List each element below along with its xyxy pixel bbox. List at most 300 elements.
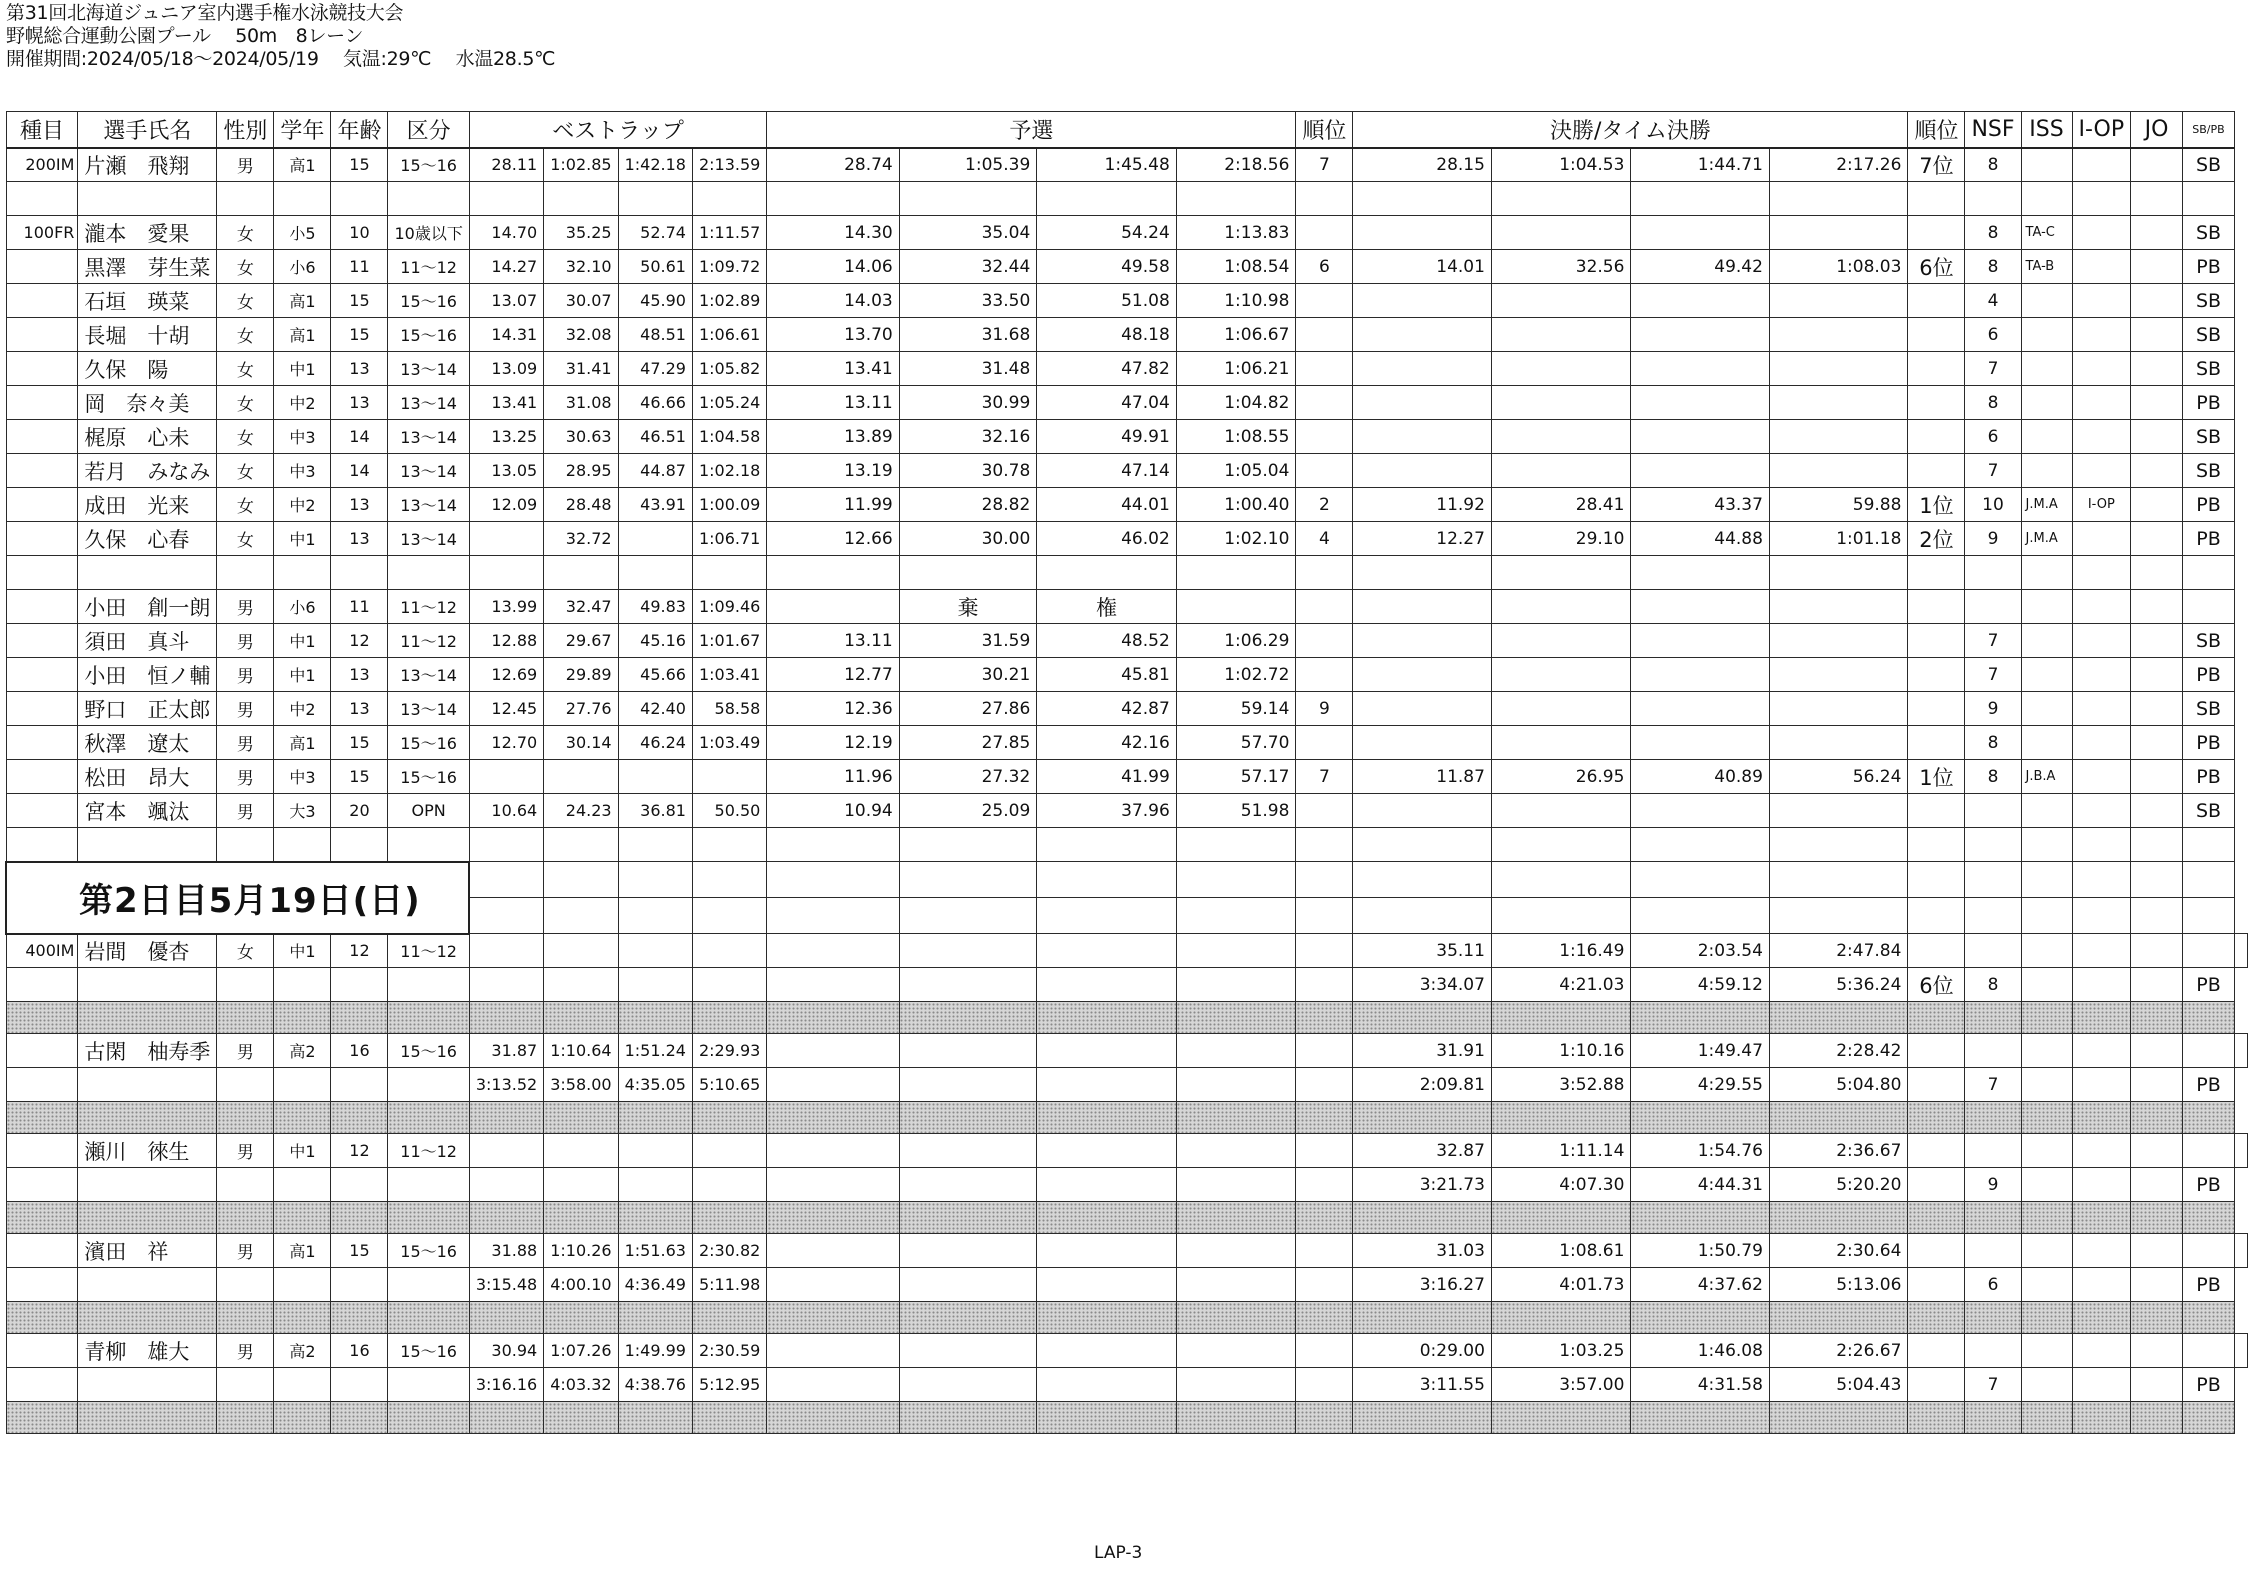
empty-cell — [2183, 1334, 2235, 1368]
empty-cell — [331, 182, 388, 216]
dotted-cell — [217, 1202, 274, 1234]
best-lap-cell: 13.09 — [469, 352, 543, 386]
sbpb-cell: PB — [2183, 968, 2235, 1002]
final-rank-cell: 7位 — [1908, 148, 1965, 182]
event-cell — [6, 352, 78, 386]
athlete-row — [6, 934, 2248, 968]
prelim-lap-cell: 59.14 — [1176, 692, 1296, 726]
nsf-cell: 8 — [1965, 216, 2021, 250]
empty-cell — [899, 862, 1037, 898]
sbpb-cell: PB — [2183, 1368, 2235, 1402]
empty-cell — [2235, 1134, 2248, 1168]
dotted-cell — [899, 1302, 1037, 1334]
dotted-cell — [6, 1402, 78, 1434]
col-division: 区分 — [388, 112, 469, 148]
event-cell — [6, 522, 78, 556]
prelim-lap-cell: 30.78 — [899, 454, 1037, 488]
best-lap-cell: 32.08 — [544, 318, 618, 352]
final-lap-cell: 3:21.73 — [1353, 1168, 1492, 1202]
iop-cell — [2072, 250, 2131, 284]
final-lap-cell — [1491, 590, 1631, 624]
age-cell: 12 — [331, 934, 388, 968]
final-lap-cell: 1:04.53 — [1491, 148, 1631, 182]
jo-cell — [2131, 590, 2183, 624]
final-lap-cell — [1353, 318, 1492, 352]
empty-cell — [1908, 898, 1965, 934]
empty-cell — [217, 1168, 274, 1202]
dotted-cell — [274, 1302, 331, 1334]
best-lap-cell: 30.94 — [469, 1334, 543, 1368]
final-lap-cell — [1353, 352, 1492, 386]
empty-cell — [767, 182, 899, 216]
empty-cell — [217, 1368, 274, 1402]
best-lap-cell: 28.11 — [469, 148, 543, 182]
separator-row — [6, 1202, 2248, 1234]
iss-cell: J.B.A — [2021, 760, 2072, 794]
empty-cell — [78, 182, 217, 216]
iss-cell: J.M.A — [2021, 522, 2072, 556]
event-cell — [6, 692, 78, 726]
empty-cell — [1965, 828, 2021, 862]
final-lap-cell: 5:04.80 — [1769, 1068, 1908, 1102]
dotted-cell — [6, 1202, 78, 1234]
best-lap-cell — [469, 522, 543, 556]
dotted-cell — [1631, 1002, 1770, 1034]
empty-cell — [2021, 898, 2072, 934]
dotted-cell — [2183, 1202, 2235, 1234]
final-lap-cell: 4:44.31 — [1631, 1168, 1770, 1202]
iop-cell — [2072, 658, 2131, 692]
empty-cell — [469, 182, 543, 216]
nsf-cell: 10 — [1965, 488, 2021, 522]
dotted-cell — [1965, 1402, 2021, 1434]
grade-cell: 中2 — [274, 488, 331, 522]
prelim-rank-cell — [1296, 794, 1353, 828]
best-lap-cell: 28.95 — [544, 454, 618, 488]
dotted-cell — [544, 1102, 618, 1134]
empty-cell — [1631, 182, 1770, 216]
prelim-lap-cell: 48.18 — [1037, 318, 1177, 352]
best-lap-cell: 1:02.85 — [544, 148, 618, 182]
prelim-lap-cell: 1:06.21 — [1176, 352, 1296, 386]
empty-cell — [2072, 556, 2131, 590]
dotted-cell — [618, 1402, 692, 1434]
empty-cell — [1296, 1034, 1353, 1068]
division-cell: 15～16 — [388, 726, 469, 760]
best-lap-cell: 24.23 — [544, 794, 618, 828]
prelim-lap-cell: 48.52 — [1037, 624, 1177, 658]
empty-cell — [6, 828, 78, 862]
final-lap-cell — [1631, 284, 1770, 318]
event-cell — [6, 624, 78, 658]
dotted-cell — [217, 1002, 274, 1034]
empty-cell — [1176, 898, 1296, 934]
best-lap-cell: 50.61 — [618, 250, 692, 284]
final-lap-cell — [1769, 726, 1908, 760]
best-lap-cell — [692, 1134, 766, 1168]
best-lap-cell: 31.88 — [469, 1234, 543, 1268]
grade-cell: 中2 — [274, 386, 331, 420]
prelim-lap-cell: 30.21 — [899, 658, 1037, 692]
best-lap-cell: 1:00.09 — [692, 488, 766, 522]
nsf-cell: 7 — [1965, 1368, 2021, 1402]
meet-title: 第31回北海道ジュニア室内選手権水泳競技大会 — [6, 2, 404, 24]
dotted-cell — [2021, 1302, 2072, 1334]
empty-cell — [767, 1168, 899, 1202]
final-lap-cell — [1491, 658, 1631, 692]
best-lap-cell: 1:10.64 — [544, 1034, 618, 1068]
final-lap-cell: 4:21.03 — [1491, 968, 1631, 1002]
empty-cell — [78, 968, 217, 1002]
final-lap-cell: 12.27 — [1353, 522, 1492, 556]
empty-cell — [1037, 1068, 1177, 1102]
final-rank-cell — [1908, 624, 1965, 658]
final-lap-cell: 31.03 — [1353, 1234, 1492, 1268]
dotted-cell — [1296, 1102, 1353, 1134]
dotted-cell — [78, 1302, 217, 1334]
col-grade: 学年 — [274, 112, 331, 148]
empty-cell — [1176, 1268, 1296, 1302]
athlete-row — [6, 318, 2248, 352]
empty-cell — [767, 1334, 899, 1368]
empty-cell — [78, 556, 217, 590]
empty-cell — [6, 1268, 78, 1302]
jo-cell — [2131, 284, 2183, 318]
prelim-lap-cell: 42.87 — [1037, 692, 1177, 726]
sbpb-cell: SB — [2183, 454, 2235, 488]
empty-cell — [1965, 898, 2021, 934]
final-lap-cell: 14.01 — [1353, 250, 1492, 284]
final-lap-cell — [1769, 590, 1908, 624]
empty-cell — [2183, 1034, 2235, 1068]
empty-cell — [1176, 1034, 1296, 1068]
grade-cell: 中1 — [274, 1134, 331, 1168]
dotted-cell — [1353, 1302, 1492, 1334]
final-lap-cell: 4:37.62 — [1631, 1268, 1770, 1302]
dotted-cell — [2131, 1402, 2183, 1434]
final-lap-cell — [1769, 284, 1908, 318]
empty-cell — [6, 968, 78, 1002]
best-lap-cell: 52.74 — [618, 216, 692, 250]
dotted-cell — [2183, 1102, 2235, 1134]
empty-cell — [899, 1268, 1037, 1302]
dotted-cell — [388, 1402, 469, 1434]
dotted-cell — [388, 1002, 469, 1034]
empty-cell — [1176, 1368, 1296, 1402]
final-lap-cell — [1491, 692, 1631, 726]
dotted-cell — [1965, 1102, 2021, 1134]
final-lap-cell — [1353, 454, 1492, 488]
empty-cell — [767, 1234, 899, 1268]
nsf-cell: 8 — [1965, 250, 2021, 284]
empty-cell — [2072, 182, 2131, 216]
event-cell — [6, 318, 78, 352]
sex-cell: 男 — [217, 590, 274, 624]
event-cell — [6, 488, 78, 522]
dotted-cell — [1176, 1002, 1296, 1034]
final-lap-cell: 2:36.67 — [1769, 1134, 1908, 1168]
prelim-lap-cell: 57.17 — [1176, 760, 1296, 794]
prelim-lap-cell: 13.11 — [767, 386, 899, 420]
empty-cell — [1491, 182, 1631, 216]
athlete-row — [6, 692, 2248, 726]
final-lap-cell: 4:29.55 — [1631, 1068, 1770, 1102]
empty-cell — [767, 1068, 899, 1102]
dotted-cell — [1631, 1402, 1770, 1434]
empty-cell — [388, 1368, 469, 1402]
athlete-name: 宮本 颯汰 — [78, 794, 217, 828]
nsf-cell: 8 — [1965, 760, 2021, 794]
empty-cell — [544, 182, 618, 216]
iop-cell: I-OP — [2072, 488, 2131, 522]
athlete-name: 秋澤 遼太 — [78, 726, 217, 760]
final-rank-cell: 6位 — [1908, 250, 1965, 284]
prelim-rank-cell — [1296, 454, 1353, 488]
sbpb-cell: PB — [2183, 1068, 2235, 1102]
empty-cell — [1769, 898, 1908, 934]
final-lap-cell — [1491, 794, 1631, 828]
empty-cell — [6, 182, 78, 216]
final-lap-cell — [1769, 352, 1908, 386]
jo-cell — [2131, 522, 2183, 556]
prelim-lap-cell: 32.44 — [899, 250, 1037, 284]
empty-cell — [899, 1034, 1037, 1068]
sbpb-cell: PB — [2183, 522, 2235, 556]
col-prelim-rank: 順位 — [1296, 112, 1353, 148]
sbpb-cell: PB — [2183, 1268, 2235, 1302]
grade-cell: 大3 — [274, 794, 331, 828]
empty-cell — [469, 898, 543, 934]
athlete-name: 濱田 祥 — [78, 1234, 217, 1268]
iop-cell — [2072, 318, 2131, 352]
prelim-lap-cell: 1:02.72 — [1176, 658, 1296, 692]
athlete-row-cont — [6, 1368, 2248, 1402]
age-cell: 13 — [331, 488, 388, 522]
prelim-lap-cell: 11.99 — [767, 488, 899, 522]
sbpb-cell: SB — [2183, 216, 2235, 250]
sex-cell: 男 — [217, 760, 274, 794]
empty-cell — [1296, 1168, 1353, 1202]
sbpb-cell: PB — [2183, 386, 2235, 420]
dotted-cell — [331, 1202, 388, 1234]
best-lap-cell: 4:35.05 — [618, 1068, 692, 1102]
dotted-cell — [274, 1202, 331, 1234]
empty-cell — [2183, 1234, 2235, 1268]
empty-cell — [1296, 828, 1353, 862]
prelim-lap-cell: 13.41 — [767, 352, 899, 386]
prelim-lap-cell: 12.19 — [767, 726, 899, 760]
nsf-cell: 6 — [1965, 1268, 2021, 1302]
final-lap-cell — [1491, 454, 1631, 488]
prelim-lap-cell: 1:02.10 — [1176, 522, 1296, 556]
empty-cell — [1631, 898, 1770, 934]
empty-cell — [767, 1034, 899, 1068]
division-cell: 15～16 — [388, 760, 469, 794]
final-rank-cell — [1908, 454, 1965, 488]
nsf-cell — [1965, 794, 2021, 828]
final-rank-cell — [1908, 352, 1965, 386]
final-lap-cell: 1:16.49 — [1491, 934, 1631, 968]
best-lap-cell: 44.87 — [618, 454, 692, 488]
empty-cell — [1353, 862, 1492, 898]
dotted-cell — [767, 1102, 899, 1134]
iss-cell — [2021, 318, 2072, 352]
prelim-lap-cell: 27.32 — [899, 760, 1037, 794]
empty-cell — [1037, 1168, 1177, 1202]
dotted-cell — [78, 1402, 217, 1434]
final-lap-cell: 4:59.12 — [1631, 968, 1770, 1002]
final-lap-cell: 32.56 — [1491, 250, 1631, 284]
best-lap-cell: 1:42.18 — [618, 148, 692, 182]
withdrawn-mark: 棄 — [899, 590, 1037, 624]
dotted-cell — [767, 1002, 899, 1034]
iop-cell — [2072, 284, 2131, 318]
sbpb-cell: SB — [2183, 148, 2235, 182]
dotted-cell — [78, 1002, 217, 1034]
dotted-cell — [1908, 1002, 1965, 1034]
blank-row — [6, 556, 2248, 590]
division-cell: 11～12 — [388, 590, 469, 624]
athlete-name: 久保 心春 — [78, 522, 217, 556]
iop-cell — [2072, 386, 2131, 420]
iop-cell — [2072, 726, 2131, 760]
best-lap-cell: 1:51.24 — [618, 1034, 692, 1068]
event-cell — [6, 1234, 78, 1268]
dotted-cell — [1296, 1202, 1353, 1234]
empty-cell — [544, 862, 618, 898]
dotted-cell — [1176, 1402, 1296, 1434]
empty-cell — [2235, 934, 2248, 968]
grade-cell: 中1 — [274, 624, 331, 658]
dotted-cell — [2072, 1302, 2131, 1334]
event-cell — [6, 250, 78, 284]
empty-cell — [469, 862, 543, 898]
dotted-cell — [6, 1102, 78, 1134]
final-lap-cell: 2:47.84 — [1769, 934, 1908, 968]
division-cell: 11～12 — [388, 934, 469, 968]
athlete-row — [6, 624, 2248, 658]
dotted-cell — [2183, 1002, 2235, 1034]
best-lap-cell: 4:36.49 — [618, 1268, 692, 1302]
col-event: 種目 — [6, 112, 78, 148]
dotted-cell — [469, 1202, 543, 1234]
athlete-row — [6, 1234, 2248, 1268]
final-rank-cell — [1908, 1368, 1965, 1402]
empty-cell — [2131, 828, 2183, 862]
empty-cell — [692, 862, 766, 898]
sbpb-cell: PB — [2183, 488, 2235, 522]
empty-cell — [1296, 968, 1353, 1002]
best-lap-cell: 5:10.65 — [692, 1068, 766, 1102]
final-lap-cell: 0:29.00 — [1353, 1334, 1492, 1368]
empty-cell — [1296, 934, 1353, 968]
separator-row — [6, 1102, 2248, 1134]
empty-cell — [1769, 828, 1908, 862]
age-cell: 15 — [331, 148, 388, 182]
empty-cell — [2183, 828, 2235, 862]
event-cell — [6, 726, 78, 760]
sbpb-cell: SB — [2183, 420, 2235, 454]
final-lap-cell — [1631, 454, 1770, 488]
final-lap-cell — [1769, 420, 1908, 454]
empty-cell — [217, 968, 274, 1002]
best-lap-cell: 48.51 — [618, 318, 692, 352]
empty-cell — [2021, 828, 2072, 862]
prelim-lap-cell: 12.66 — [767, 522, 899, 556]
final-rank-cell — [1908, 726, 1965, 760]
empty-cell — [767, 1134, 899, 1168]
final-lap-cell: 32.87 — [1353, 1134, 1492, 1168]
prelim-lap-cell: 28.74 — [767, 148, 899, 182]
prelim-rank-cell: 9 — [1296, 692, 1353, 726]
best-lap-cell — [544, 934, 618, 968]
event-cell — [6, 590, 78, 624]
final-lap-cell: 40.89 — [1631, 760, 1770, 794]
final-lap-cell — [1353, 386, 1492, 420]
dotted-cell — [2131, 1302, 2183, 1334]
final-lap-cell — [1353, 624, 1492, 658]
athlete-row — [6, 488, 2248, 522]
empty-cell — [2021, 1334, 2072, 1368]
final-lap-cell — [1631, 726, 1770, 760]
empty-cell — [2072, 1068, 2131, 1102]
iss-cell — [2021, 726, 2072, 760]
sex-cell: 男 — [217, 1034, 274, 1068]
final-lap-cell — [1631, 352, 1770, 386]
age-cell: 13 — [331, 522, 388, 556]
dotted-cell — [767, 1202, 899, 1234]
empty-cell — [1176, 968, 1296, 1002]
athlete-row — [6, 522, 2248, 556]
empty-cell — [1176, 934, 1296, 968]
prelim-lap-cell: 27.85 — [899, 726, 1037, 760]
empty-cell — [274, 1168, 331, 1202]
best-lap-cell: 2:30.82 — [692, 1234, 766, 1268]
empty-cell — [767, 1368, 899, 1402]
dotted-cell — [1176, 1102, 1296, 1134]
blank-row — [6, 182, 2248, 216]
col-iss: ISS — [2021, 112, 2072, 148]
empty-cell — [1965, 1334, 2021, 1368]
sex-cell: 男 — [217, 624, 274, 658]
division-cell: 11～12 — [388, 624, 469, 658]
athlete-row — [6, 284, 2248, 318]
best-lap-cell: 1:03.49 — [692, 726, 766, 760]
event-cell — [6, 386, 78, 420]
empty-cell — [469, 828, 543, 862]
dotted-cell — [2021, 1402, 2072, 1434]
best-lap-cell: 13.05 — [469, 454, 543, 488]
col-iop: I-OP — [2072, 112, 2131, 148]
final-lap-cell — [1631, 794, 1770, 828]
best-lap-cell: 27.76 — [544, 692, 618, 726]
final-lap-cell: 5:04.43 — [1769, 1368, 1908, 1402]
col-sbpb: SB/PB — [2183, 112, 2235, 148]
dotted-cell — [767, 1302, 899, 1334]
event-cell — [6, 1134, 78, 1168]
jo-cell — [2131, 760, 2183, 794]
best-lap-cell — [618, 968, 692, 1002]
final-lap-cell — [1491, 624, 1631, 658]
athlete-row — [6, 726, 2248, 760]
final-lap-cell: 1:01.18 — [1769, 522, 1908, 556]
best-lap-cell: 4:00.10 — [544, 1268, 618, 1302]
final-lap-cell: 1:49.47 — [1631, 1034, 1770, 1068]
empty-cell — [1176, 1234, 1296, 1268]
prelim-lap-cell: 31.48 — [899, 352, 1037, 386]
grade-cell: 中1 — [274, 934, 331, 968]
empty-cell — [2072, 1134, 2131, 1168]
